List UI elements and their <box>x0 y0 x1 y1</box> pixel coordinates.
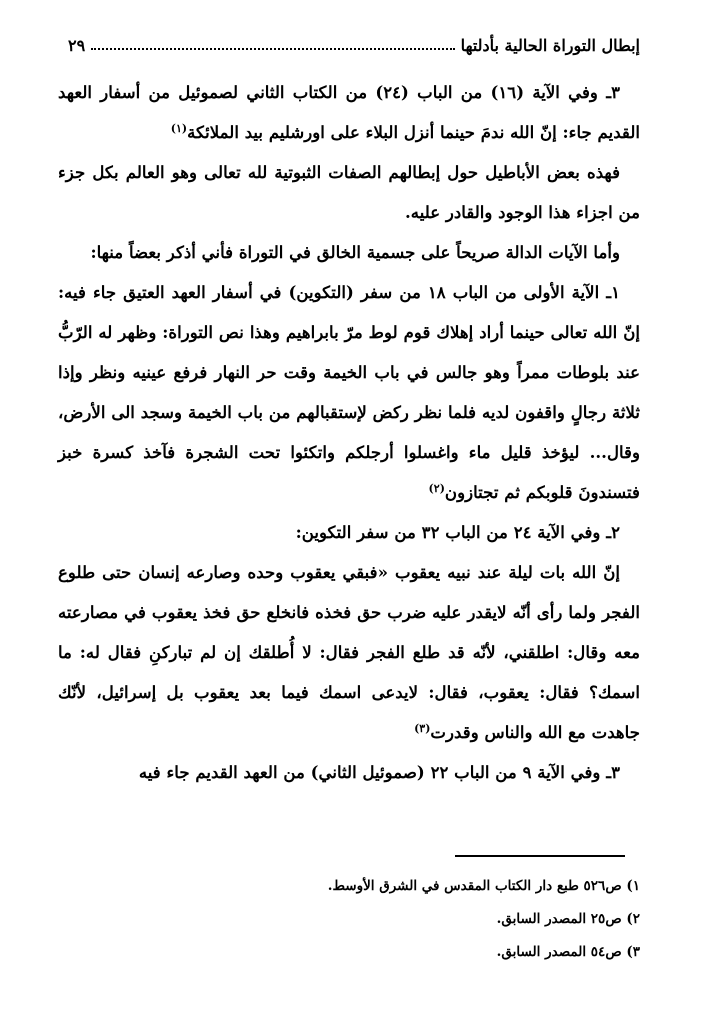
paragraph-text: ٣ـ وفي الآية (١٦) من الباب (٢٤) من الكتاب الثاني لصموئيل من أسفار العهد القديم جاء: إنّ الله ندمَ حينما أنزل البلاء على اورشليم بيد الملائكة <box>58 82 640 142</box>
footnote-separator <box>455 855 625 857</box>
paragraph-text: ١ـ الآية الأولى من الباب ١٨ من سفر (التكوين) في أسفار العهد العتيق جاء فيه: إنّ الله تعالى حينما أراد إهلاك قوم لوط مرّ بابراهيم وهذا نص التوراة: وظهر له الرّبُّ عند بلوطات ممراً وهو جالس في باب الخيمة وقت حر النهار فرفع عينيه ونظر وإذا ثلاثة رجالٍ واقفون لديه فلما نظر ركض لإستقبالهم من باب الخيمة وسجد الى الأرض، وقال... ليؤخذ قليل ماء واغسلوا أرجلكم واتكئوا تحت الشجرة فآخذ كسرة خبز فتسندونَ قلوبكم ثم تجتازون <box>58 282 640 502</box>
paragraph-text: إنّ الله بات ليلة عند نبيه يعقوب «فبقي يعقوب وحده وصارعه إنسان حتى طلوع الفجر ولما رأى أنّه لايقدر عليه ضرب حق فخذه فانخلع حق فخذ يعقوب في مصارعته معه وقال: اطلقني، لأنّه قد طلع الفجر فقال: لا أُطلقك إن لم تباركنِ فقال له: ما اسمك؟ فقال: يعقوب، فقال: لايدعى اسمك فيما بعد يعقوب بل إسرائيل، لأنّك جاهدت مع الله والناس وقدرت <box>58 562 640 742</box>
paragraph-text: فهذه بعض الأباطيل حول إبطالهم الصفات الثبوتية لله تعالى وهو العالم بكل جزء من اجزاء هذا الوجود والقادر عليه. <box>58 162 640 222</box>
paragraph <box>58 72 640 152</box>
paragraph-text: وأما الآيات الدالة صريحاً على جسمية الخالق في التوراة فأني أذكر بعضاً منها: <box>90 242 620 262</box>
footnote-ref: (١) <box>170 122 188 135</box>
footnote: ٢) ص٢٥ المصدر السابق. <box>496 911 640 927</box>
paragraph <box>58 272 640 512</box>
running-header <box>68 33 640 57</box>
paragraph <box>58 752 640 792</box>
footnote-ref: (٣) <box>414 722 431 735</box>
footnote-ref: (٢) <box>428 482 445 495</box>
footnote: ٣) ص٥٤ المصدر السابق. <box>496 944 640 960</box>
body-text <box>58 72 640 792</box>
paragraph <box>58 232 640 272</box>
paragraph <box>58 512 640 552</box>
leader-dots <box>91 40 454 50</box>
page-number: ٢٩ <box>68 35 86 55</box>
paragraph-text: ٢ـ وفي الآية ٢٤ من الباب ٣٢ من سفر التكوين: <box>295 522 620 542</box>
running-title: إبطال التوراة الحالية بأدلتها <box>460 35 640 55</box>
paragraph-text: ٣ـ وفي الآية ٩ من الباب ٢٢ (صموئيل الثاني) من العهد القديم جاء فيه <box>138 762 620 782</box>
paragraph <box>58 152 640 232</box>
footnote: ١) ص٥٢٦ طبع دار الكتاب المقدس في الشرق الأوسط. <box>327 878 640 894</box>
paragraph <box>58 552 640 752</box>
footnotes <box>250 870 640 969</box>
